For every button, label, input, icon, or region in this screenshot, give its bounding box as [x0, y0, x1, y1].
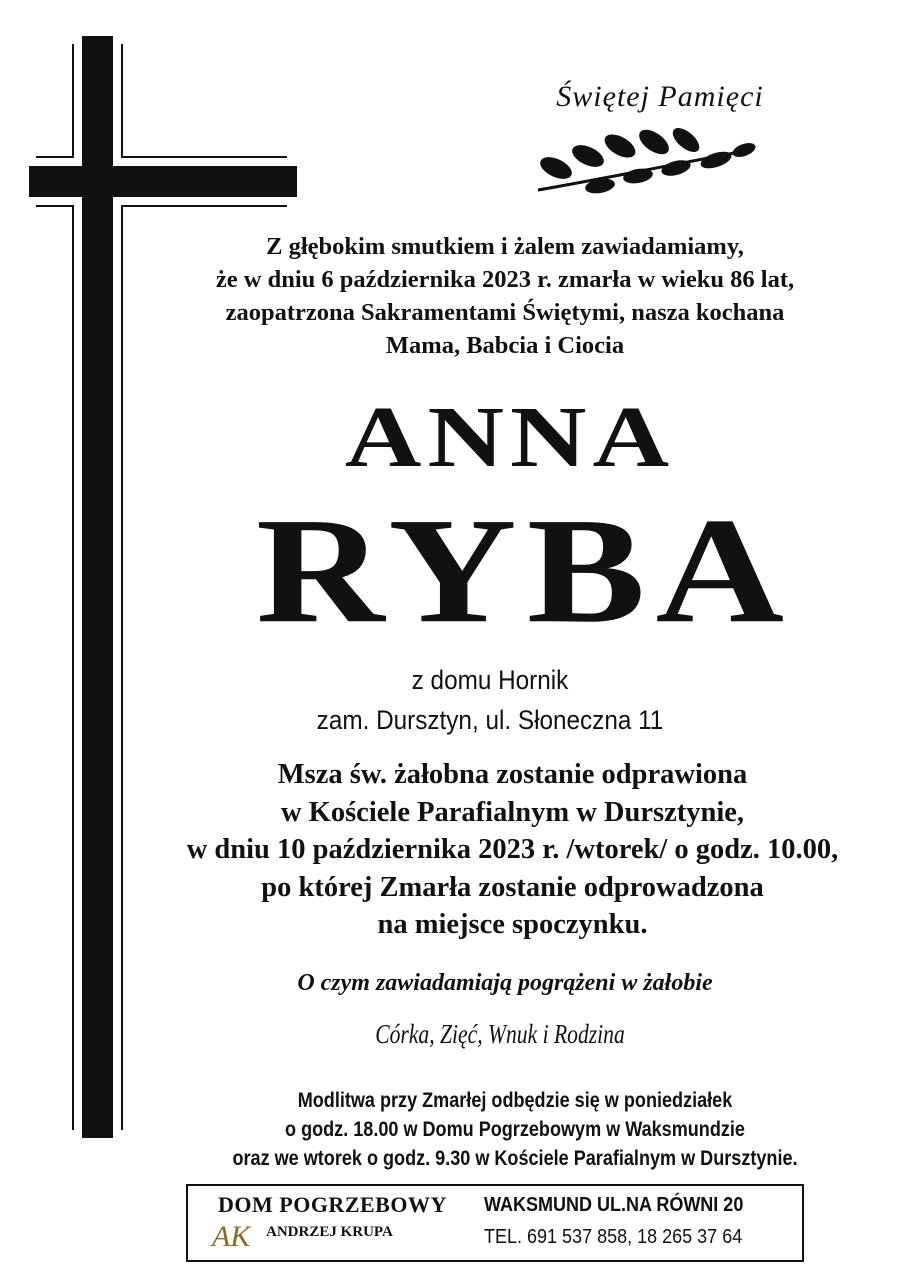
- deceased-address: zam. Dursztyn, ul. Słoneczna 11: [316, 705, 664, 735]
- cross-outline-line: [36, 205, 74, 207]
- funeral-home-address: WAKSMUND UL.NA RÓWNI 20: [484, 1194, 744, 1216]
- cross-outline-line: [121, 205, 287, 207]
- intro-line: Z głębokim smutkiem i żalem zawiadamiamy,: [266, 233, 744, 260]
- cross-outline-line: [72, 206, 74, 1130]
- family-names: Córka, Zięć, Wnuk i Rodzina: [375, 1019, 625, 1049]
- memorial-heading: Świętej Pamięci: [556, 80, 764, 113]
- mass-line: po której Zmarła zostanie odprowadzona: [261, 871, 764, 903]
- prayer-line: Modlitwa przy Zmarłej odbędzie się w poniedziałek: [297, 1089, 733, 1112]
- maiden-name: z domu Hornik: [411, 665, 569, 695]
- cross-outline-line: [72, 44, 74, 158]
- informers-line: O czym zawiadamiają pogrążeni w żałobie: [297, 970, 713, 996]
- funeral-home-title: DOM POGRZEBOWY: [218, 1192, 447, 1217]
- mass-line: Msza św. żałobna zostanie odprawiona: [277, 759, 748, 790]
- cross-horizontal-bar: [29, 166, 297, 197]
- mass-line: w Kościele Parafialnym w Dursztynie,: [280, 796, 745, 828]
- cross-outline-line: [121, 156, 287, 158]
- intro-line: że w dniu 6 października 2023 r. zmarła w wieku 86 lat,: [215, 266, 795, 293]
- announcement-intro: [140, 230, 870, 362]
- prayer-line: oraz we wtorek o godz. 9.30 w Kościele Parafialnym w Dursztynie.: [232, 1147, 798, 1170]
- logo-letters: AK: [212, 1220, 251, 1253]
- funeral-home-logo-icon: [210, 1214, 258, 1254]
- laurel-branch-icon: [536, 128, 758, 198]
- funeral-home-owner: ANDRZEJ KRUPA: [266, 1224, 393, 1240]
- cross-vertical-bar: [82, 36, 113, 1138]
- cross-outline-line: [121, 206, 123, 1130]
- cross-outline-line: [121, 44, 123, 158]
- deceased-last-name: RYBA: [255, 486, 795, 655]
- prayer-info: [184, 1086, 846, 1173]
- mass-line: na miejsce spoczynku.: [377, 909, 648, 940]
- deceased-first-name: ANNA: [344, 388, 676, 485]
- cross-outline-line: [36, 156, 74, 158]
- prayer-line: o godz. 18.00 w Domu Pogrzebowym w Waksmundzie: [285, 1118, 745, 1141]
- intro-line: Mama, Babcia i Ciocia: [385, 332, 625, 359]
- intro-line: zaopatrzona Sakramentami Świętymi, nasza kochana: [225, 299, 785, 326]
- funeral-home-box: [186, 1184, 804, 1262]
- funeral-mass-info: [130, 756, 895, 944]
- funeral-home-phone: TEL. 691 537 858, 18 265 37 64: [484, 1226, 743, 1248]
- mass-line: w dniu 10 października 2023 r. /wtorek/ o godz. 10.00,: [186, 834, 839, 865]
